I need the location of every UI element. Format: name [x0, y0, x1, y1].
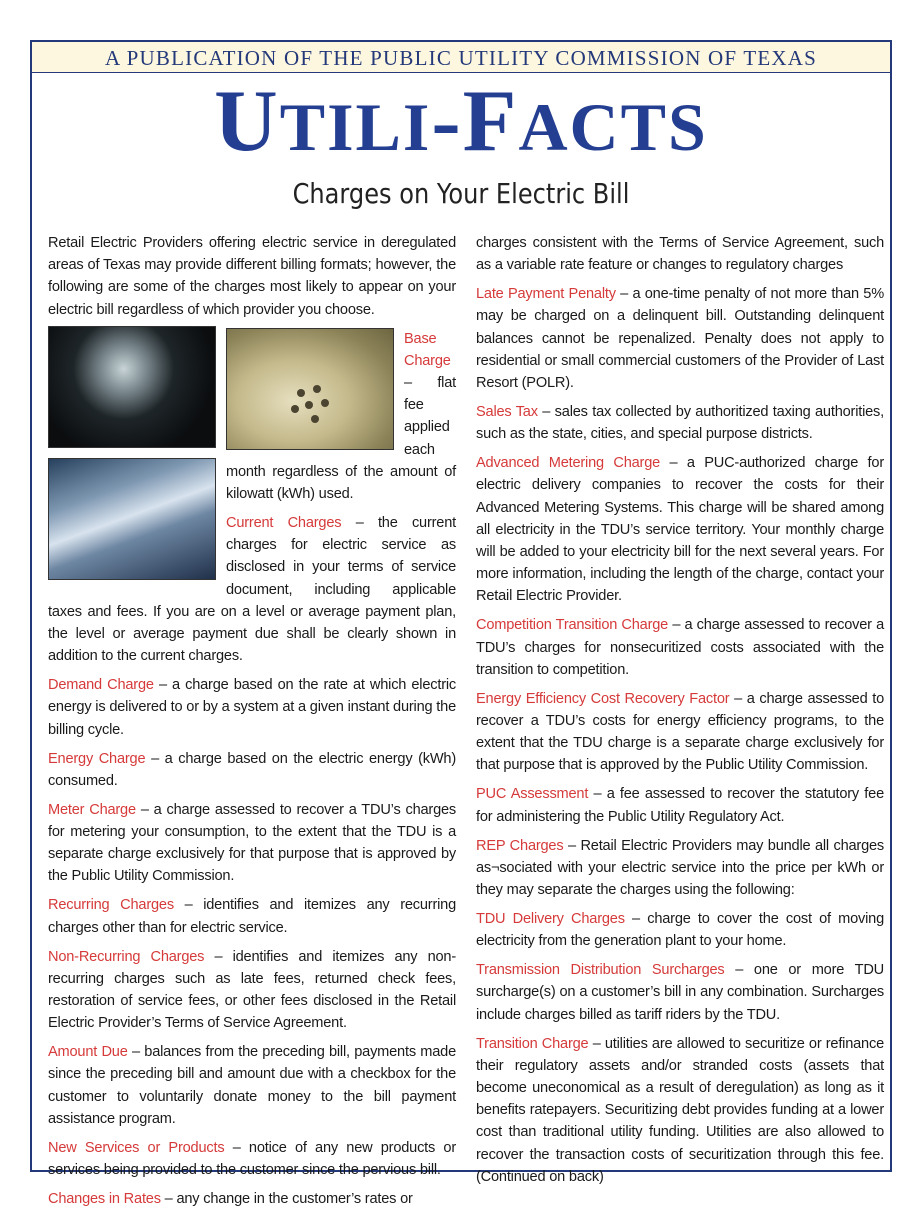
term-definition: – utilities are allowed to securitize or refinance their regulatory assets and/or stranded costs (assets that become uneconomical as a result of deregulation) as long as it benefits ratepayers. Securitizing debt provides funding at a lower cost than traditional utility funding. Utilities are also allowed to recover the transaction costs of securitization through this fee. (Continued on back)	[476, 1035, 884, 1185]
term-definition: – Retail Electric Providers may bundle all charges as¬sociated with your electric service into the price per kWh or they may separate the charges using the following:	[476, 837, 884, 899]
term-energy-efficiency-factor	[476, 688, 884, 777]
term-definition: – any change in the customer’s rates or	[160, 1191, 413, 1208]
term-late-payment-penalty	[476, 283, 884, 394]
term-label: TDU Delivery Charges	[476, 911, 625, 928]
term-label: REP Charges	[476, 837, 564, 854]
term-demand-charge	[48, 674, 456, 741]
left-column	[48, 232, 456, 1217]
term-definition: – a charge based on the rate at which electric energy is delivered to or by a system at a given instant during the billing cycle.	[48, 677, 457, 738]
term-puc-assessment	[476, 783, 884, 827]
term-label: Base Charge	[404, 330, 451, 369]
term-advanced-metering-charge	[476, 452, 884, 607]
term-definition: – identifies and itemizes any recurring charges other than for electric service.	[48, 897, 456, 936]
term-label: Demand Charge	[48, 677, 154, 694]
term-label: Competition Transition Charge	[476, 617, 669, 634]
title-letter-u: U	[214, 73, 280, 170]
term-label: Current Charges	[226, 515, 342, 532]
publication-banner: A PUBLICATION OF THE PUBLIC UTILITY COMMISSION OF TEXAS	[32, 42, 890, 73]
term-definition: – a charge assessed to recover a TDU’s costs for energy efficiency programs, to the extent that the TDU charge is a separate charge exclusively for that purpose that is approved by the Public Utility Commission.	[476, 690, 884, 774]
term-competition-transition-charge	[476, 614, 884, 681]
term-label: Advanced Metering Charge	[476, 455, 661, 472]
light-bulb-photo	[48, 326, 216, 448]
term-definition: – a one-time penalty of not more than 5% may be charged on a delinquent bill. Outstanding delinquent balances cannot be repenalized. Penalty does not apply to residential or small commercial customers of the Provider of Last Resort (POLR).	[476, 286, 884, 392]
title-part-acts: ACTS	[518, 89, 708, 165]
title-dash: -	[431, 73, 463, 170]
term-non-recurring-charges	[48, 946, 456, 1035]
term-definition: – charge to cover the cost of moving electricity from the generation plant to your home.	[476, 911, 884, 950]
term-meter-charge	[48, 799, 456, 888]
continued-paragraph: charges consistent with the Terms of Service Agreement, such as a variable rate feature or changes to regulatory charges	[476, 235, 884, 274]
title-letter-f: F	[462, 73, 519, 170]
term-label: Non-Recurring Charges	[48, 948, 205, 965]
term-definition: – the current charges for electric service as disclosed in your terms of service document, including applicable taxes and fees. If you are on a level or average payment plan, the level or average payment due shall be clearly shown in addition to the current charges.	[48, 515, 456, 665]
term-sales-tax	[476, 401, 884, 445]
telephone-photo	[226, 328, 394, 450]
term-label: Transition Charge	[476, 1035, 589, 1052]
term-label: Changes in Rates	[48, 1191, 161, 1208]
term-label: Transmission Distribution Surcharges	[476, 962, 725, 979]
term-rep-charges	[476, 835, 884, 902]
term-label: Energy Charge	[48, 750, 146, 767]
term-changes-in-rates	[48, 1188, 456, 1210]
term-definition: – a charge assessed to recover a TDU’s charges for metering your consumption, to the extent that the TDU is a separate charge exclusively for that purpose that is approved by the Public Utility Commission.	[48, 801, 456, 885]
page-title	[32, 74, 890, 175]
term-definition: – a PUC-authorized charge for electric delivery companies to recover the costs for their Advanced Metering Systems. This charge will be shared among all electricity in the TDU’s service territory. Your monthly charge will be added to your electricity bill for the next several years. For more information, including the length of the charge, contact your Retail Electric Provider.	[476, 455, 884, 605]
term-energy-charge	[48, 748, 456, 792]
term-transition-charge	[476, 1033, 884, 1188]
term-label: New Services or Products	[48, 1139, 225, 1156]
page-subtitle: Charges on Your Electric Bill	[292, 177, 630, 210]
term-label: Amount Due	[48, 1044, 128, 1061]
term-label: Meter Charge	[48, 801, 136, 818]
term-definition: – one or more TDU surcharge(s) on a customer’s bill in any combination. Surcharges include charges billed as tariff riders by the TDU.	[476, 962, 885, 1023]
term-label: PUC Assessment	[476, 786, 589, 803]
term-amount-due	[48, 1041, 456, 1130]
term-definition: – balances from the preceding bill, payments made since the preceding bill and amount due with a checkbox for the customer to voluntarily donate money to the bill payment assistance program.	[48, 1044, 456, 1127]
term-definition: – identifies and itemizes any non-recurring charges such as late fees, returned check fees, restoration of service fees, or other fees disclosed in the Retail Electric Provider’s Terms of Service Agreement.	[48, 948, 456, 1032]
water-photo	[48, 458, 216, 580]
term-recurring-charges	[48, 894, 456, 938]
term-transmission-distribution-surcharges	[476, 959, 884, 1026]
term-definition: – a charge assessed to recover a TDU’s charges for nonsecuritized costs associated with the transition to competition.	[476, 617, 884, 678]
term-label: Recurring Charges	[48, 897, 174, 914]
term-new-services	[48, 1137, 456, 1181]
term-definition: – a charge based on the electric energy (kWh) consumed.	[48, 750, 456, 789]
term-definition: – notice of any new products or services being provided to the customer since the pervious bill.	[48, 1139, 456, 1179]
term-label: Late Payment Penalty	[476, 286, 616, 303]
intro-paragraph: Retail Electric Providers offering electric service in deregulated areas of Texas may provide different billing formats; however, the following are some of the charges most likely to appear on your electric bill regardless of which provider you choose.	[48, 235, 456, 318]
term-definition: – a fee assessed to recover the statutory fee for administering the Public Utility Regulatory Act.	[476, 786, 884, 825]
right-column	[476, 232, 884, 1195]
term-label: Energy Efficiency Cost Recovery Factor	[476, 690, 730, 707]
title-part-tili: TILI	[279, 89, 432, 165]
term-label: Sales Tax	[476, 404, 538, 421]
term-tdu-delivery-charges	[476, 908, 884, 952]
term-definition: – sales tax collected by authoritized taxing authorities, such as the state, cities, and special purpose districts.	[476, 404, 884, 443]
term-definition: – flat fee applied each month regardless of the amount of kilowatt (kWh) used.	[226, 375, 456, 503]
